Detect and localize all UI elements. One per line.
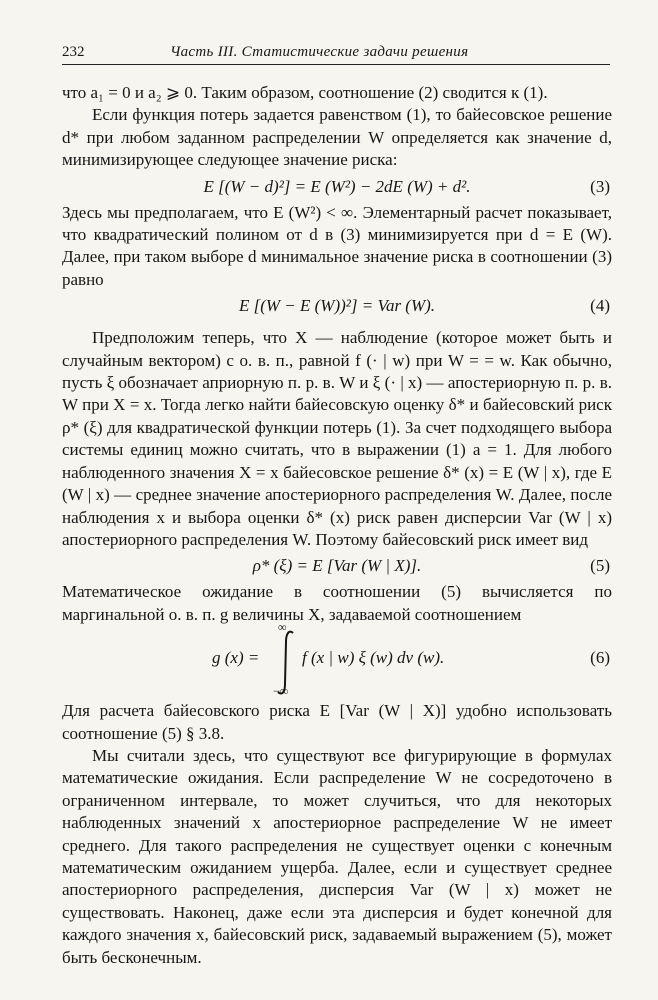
equation-4-number: (4) <box>590 296 610 316</box>
paragraph-2: Если функция потерь задается равенством (1), то байесовское решение d* при любом заданном распределении W определяется как значение d, минимизирующее следующее значение риска: <box>62 105 612 170</box>
paragraph-4: Предположим теперь, что X — наблюдение (которое может быть и случайным вектором) с о. в. п., равной f (· | w) при W = = w. Как обычно, пусть ξ обозначает априорную п. р. в. W и ξ (· | x) — апостериорную п. р. в. W при X = x. Тогда легко найти байесовскую оценку δ* и байесовский риск ρ* (ξ) для квадратической функции потерь (1). За счет подходящего выбора системы единиц можно считать, что в выражении (1) a = 1. Для любого наблюденного значения X = x байесовское решение δ* (x) = E (W | x), где E (W | x) — среднее значение апостериорного распределения W. Далее, после наблюдения x и выбора оценки δ* (x) риск равен дисперсии Var (W | x) апостериорного распределения W. Поэтому байесовский риск имеет вид <box>62 328 612 549</box>
paragraph-7: Мы считали здесь, что существуют все фигурирующие в формулах математические ожидания. Если распределение W не сосредоточено в ограниченном интервале, то может случиться, что для некоторых наблюденных значений x апостериорное распределение W не имеет среднего. Для такого распределения не существует оценки с конечным математическим ожиданием ущерба. Далее, если и существует среднее апостериорного распределения, дисперсия Var (W | x) может не существовать. Наконец, даже если эта дисперсия и будет конечной для каждого значения x, байесовский риск, задаваемый выражением (5), может быть бесконечным. <box>62 745 612 967</box>
lower-limit: −∞ <box>273 684 289 699</box>
equation-3 <box>62 172 612 202</box>
equation-5-body: ρ* (ξ) = E [Var (W | X)]. <box>252 556 422 576</box>
running-title: Часть III. Статистические задачи решения <box>170 44 469 60</box>
equation-5 <box>62 551 612 581</box>
paragraph-3: Здесь мы предполагаем, что E (W²) < ∞. Элементарный расчет показывает, что квадратический полином от d в (3) минимизируется при d = E (W). Далее, при таком выборе d минимальное значение риска в соотношении (3) равно <box>62 202 612 289</box>
running-header <box>62 44 610 65</box>
equation-4-body: E [(W − E (W))²] = Var (W). <box>238 296 436 316</box>
page-body <box>62 82 612 969</box>
paragraph-1: что a₁ = 0 и a₂ ⩾ 0. Таким образом, соотношение (2) сводится к (1). <box>62 83 548 102</box>
paragraph-6: Для расчета байесовского риска E [Var (W | X)] удобно использовать соотношение (5) § 3.8. <box>62 701 612 743</box>
equation-5-number: (5) <box>590 556 610 576</box>
paragraph-5: Математическое ожидание в соотношении (5) вычисляется по маргинальной о. в. п. g величины X, задаваемой соотношением <box>62 582 612 624</box>
equation-6-lhs: g (x) = <box>212 648 260 668</box>
page-number: 232 <box>62 44 85 60</box>
equation-3-body: E [(W − d)²] = E (W²) − 2dE (W) + d². <box>203 176 471 196</box>
equation-4 <box>62 291 612 321</box>
upper-limit: ∞ <box>278 620 287 635</box>
equation-6-number: (6) <box>590 648 610 668</box>
equation-6 <box>62 620 612 700</box>
equation-6-rhs: f (x | w) ξ (w) dν (w). <box>302 648 445 668</box>
equation-3-number: (3) <box>590 176 610 196</box>
